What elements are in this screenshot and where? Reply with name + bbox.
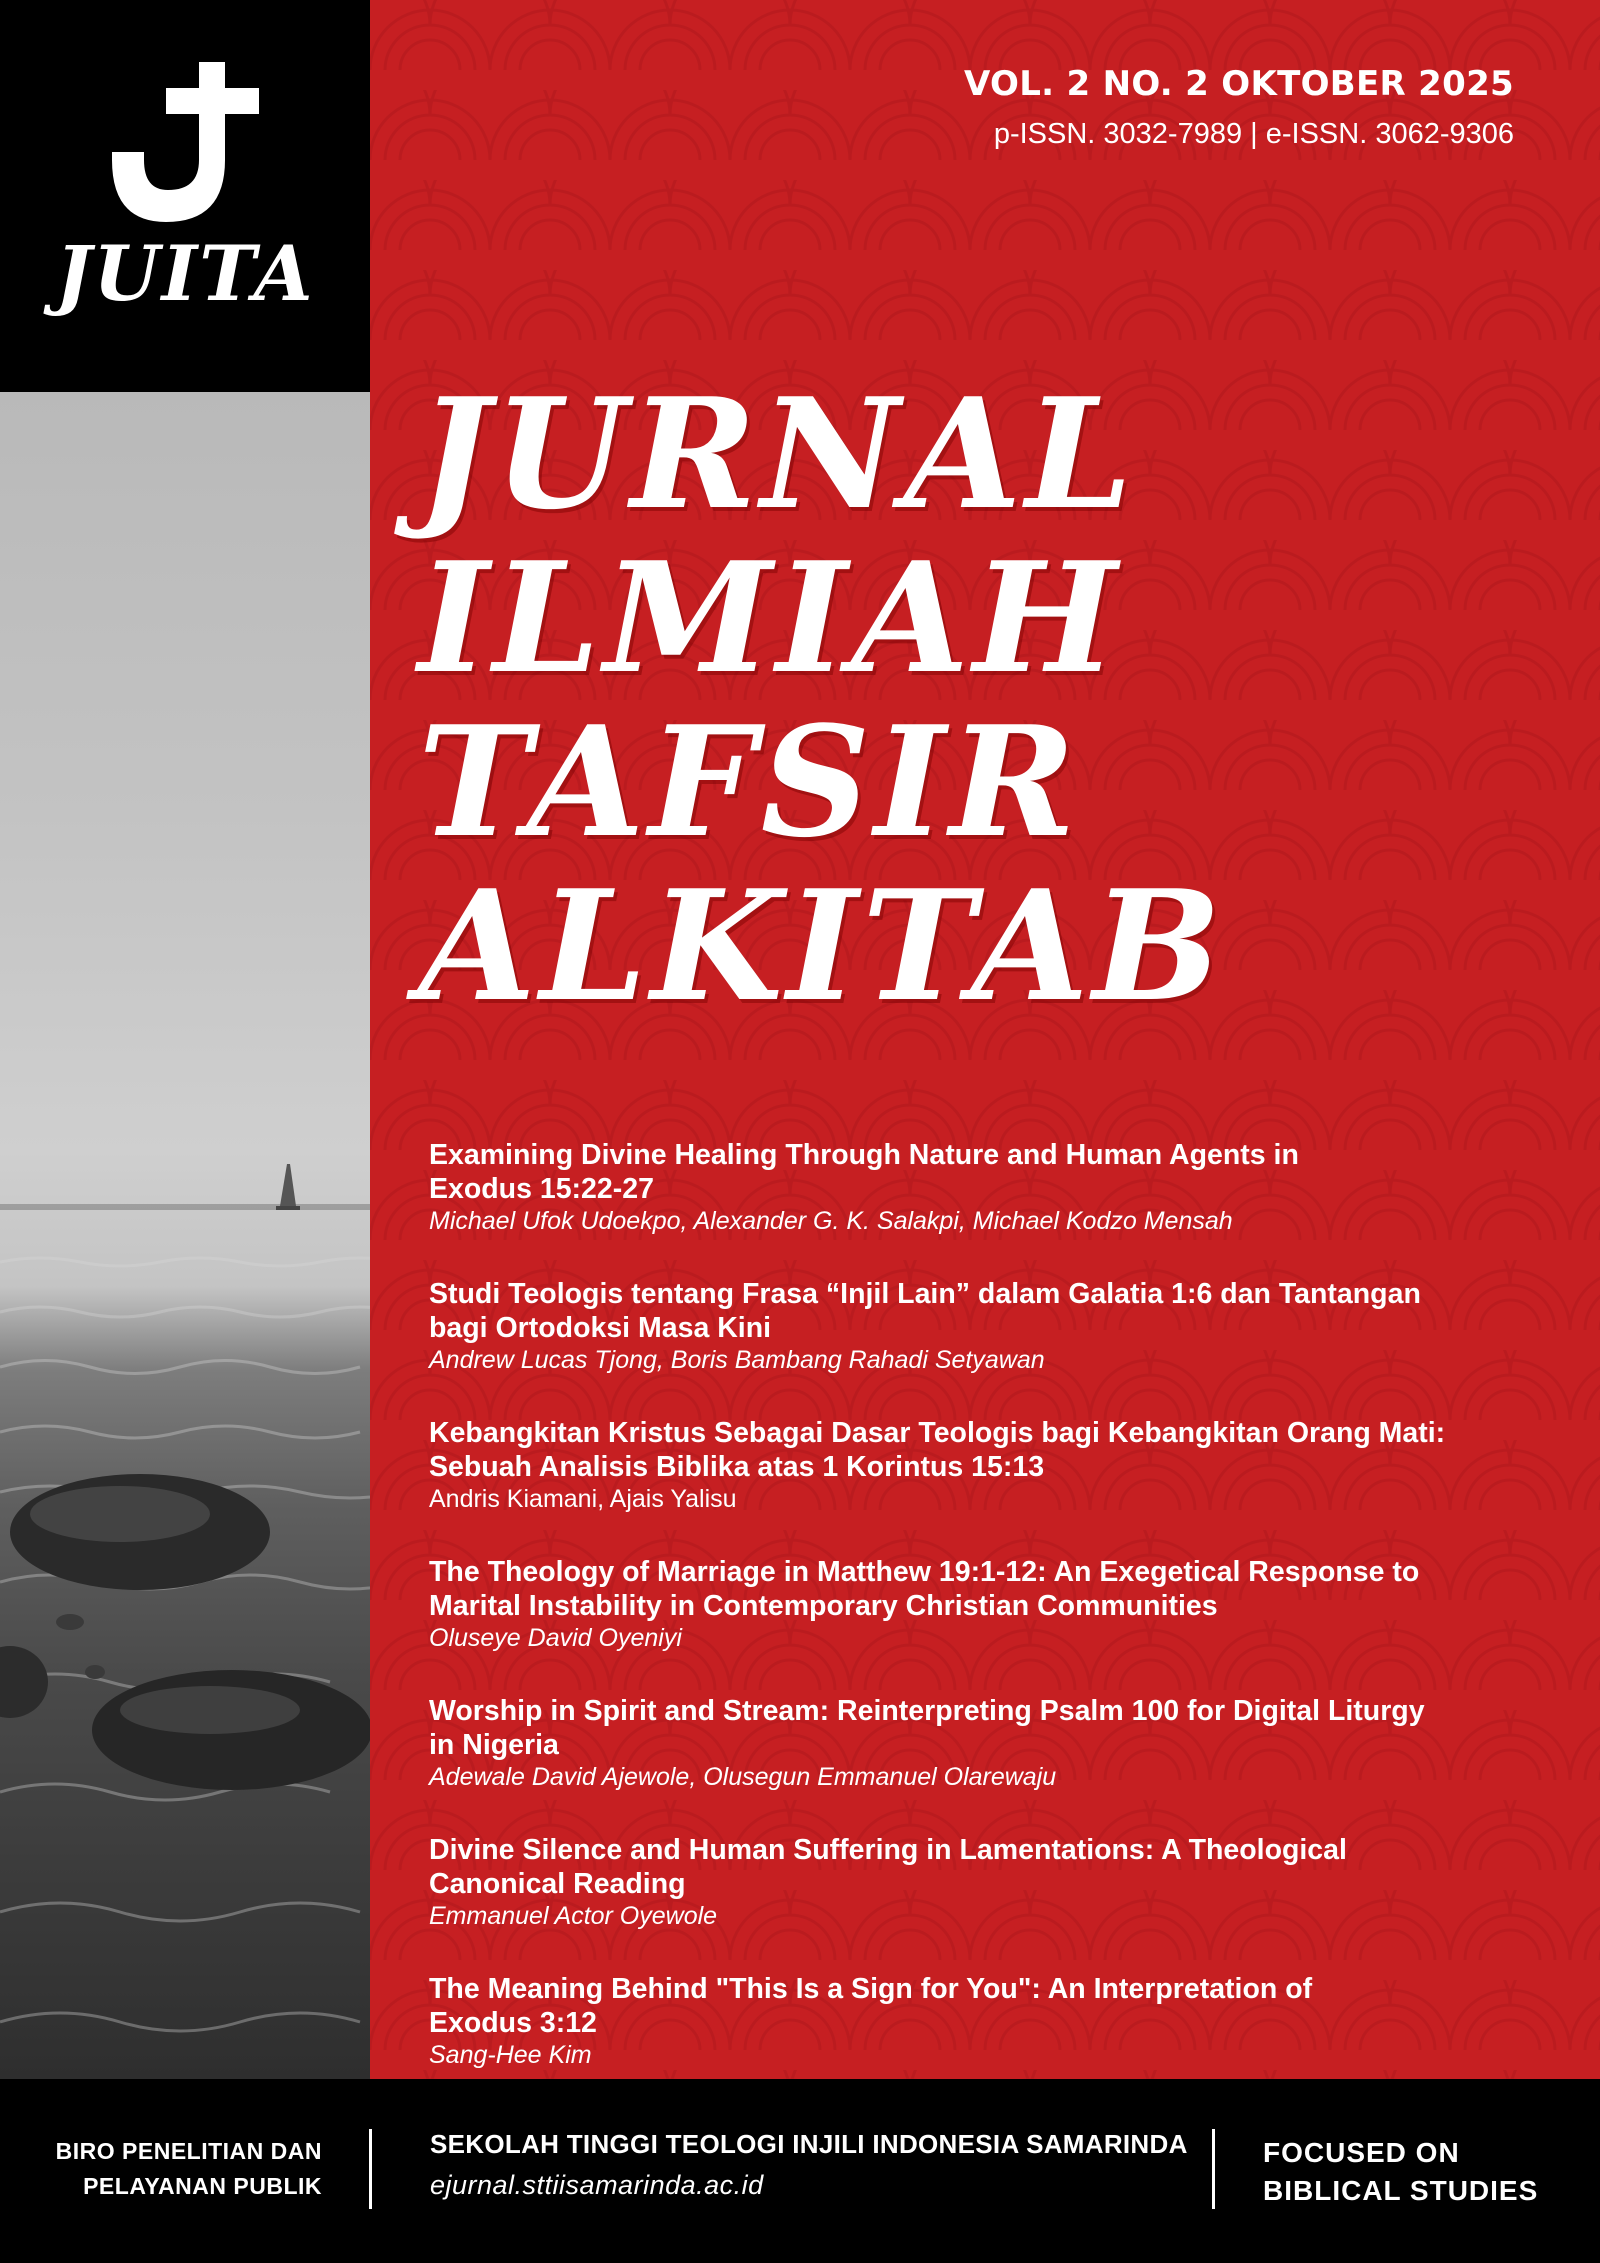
article-title-line: The Theology of Marriage in Matthew 19:1-12: An Exegetical Response to xyxy=(429,1556,1420,1588)
seascape-photo xyxy=(0,392,370,2079)
footer-focus-line: FOCUSED ON xyxy=(1263,2137,1460,2168)
sailboat-icon xyxy=(276,1164,300,1210)
article-title-line: in Nigeria xyxy=(429,1729,559,1761)
journal-title xyxy=(418,364,1226,1035)
article-authors: Sang-Hee Kim xyxy=(429,2041,592,2069)
article-authors: Adewale David Ajewole, Olusegun Emmanuel Olarewaju xyxy=(429,1763,1057,1791)
article-authors: Andrew Lucas Tjong, Boris Bambang Rahadi Setyawan xyxy=(429,1346,1045,1374)
article-title-line: Marital Instability in Contemporary Christian Communities xyxy=(429,1590,1218,1622)
footer-focus-line: BIBLICAL STUDIES xyxy=(1263,2175,1539,2206)
article-entry xyxy=(429,1694,1489,1792)
journal-logo xyxy=(0,0,370,392)
logo-text: JUITA xyxy=(55,229,315,318)
table-of-contents xyxy=(429,1138,1489,2079)
article-title-line: Worship in Spirit and Stream: Reinterpreting Psalm 100 for Digital Liturgy xyxy=(429,1695,1425,1727)
article-title xyxy=(429,1138,1489,1206)
article-entry xyxy=(429,1972,1489,2070)
article-authors: Andris Kiamani, Ajais Yalisu xyxy=(429,1485,737,1513)
article-title-line: Examining Divine Healing Through Nature and Human Agents in xyxy=(429,1139,1299,1171)
article-title xyxy=(429,1694,1489,1762)
article-title-line: Sebuah Analisis Biblika atas 1 Korintus 15:13 xyxy=(429,1451,1045,1483)
footer-divider xyxy=(1212,2129,1215,2209)
article-title-line: Canonical Reading xyxy=(429,1868,686,1900)
cover-footer xyxy=(0,2079,1600,2263)
footer-institution: SEKOLAH TINGGI TEOLOGI INJILI INDONESIA SAMARINDA xyxy=(430,2129,1188,2159)
article-title-line: bagi Ortodoksi Masa Kini xyxy=(429,1312,772,1344)
article-title-line: Kebangkitan Kristus Sebagai Dasar Teologis bagi Kebangkitan Orang Mati: xyxy=(429,1417,1446,1449)
article-entry xyxy=(429,1833,1489,1931)
footer-focus xyxy=(1263,2134,1538,2210)
footer-department xyxy=(56,2134,322,2204)
article-title xyxy=(429,1972,1489,2040)
article-title xyxy=(429,1833,1489,1901)
article-entry xyxy=(429,1555,1489,1653)
article-title xyxy=(429,1277,1489,1345)
footer-department-line: BIRO PENELITIAN DAN xyxy=(55,2138,322,2164)
article-title xyxy=(429,1555,1489,1623)
footer-department-line: PELAYANAN PUBLIK xyxy=(83,2173,322,2199)
footer-divider xyxy=(369,2129,372,2209)
footer-institution-block xyxy=(430,2129,1188,2201)
cover-panel xyxy=(370,0,1600,2079)
article-authors: Oluseye David Oyeniyi xyxy=(429,1624,682,1652)
journal-url-link[interactable]: ejurnal.sttiisamarinda.ac.id xyxy=(430,2170,764,2200)
title-line: ALKITAB xyxy=(418,856,1226,1035)
article-title-line: Divine Silence and Human Suffering in Lamentations: A Theological xyxy=(429,1834,1347,1866)
title-line: ILMIAH xyxy=(418,528,1121,707)
article-entry xyxy=(429,1138,1489,1236)
article-authors: Emmanuel Actor Oyewole xyxy=(429,1902,718,1930)
article-title xyxy=(429,1416,1489,1484)
title-line: JURNAL xyxy=(418,364,1137,543)
article-entry xyxy=(429,1277,1489,1375)
article-title-line: Exodus 3:12 xyxy=(429,2007,597,2039)
article-title-line: Studi Teologis tentang Frasa “Injil Lain” dalam Galatia 1:6 dan Tantangan xyxy=(429,1278,1421,1310)
article-entry xyxy=(429,1416,1489,1514)
issue-label: VOL. 2 NO. 2 OKTOBER 2025 xyxy=(963,64,1514,104)
article-title-line: Exodus 15:22-27 xyxy=(429,1173,654,1205)
j-cross-logo-icon xyxy=(104,62,264,227)
article-authors: Michael Ufok Udoekpo, Alexander G. K. Salakpi, Michael Kodzo Mensah xyxy=(429,1207,1233,1235)
title-line: TAFSIR xyxy=(418,692,1080,871)
issn-label: p-ISSN. 3032-7989 | e-ISSN. 3062-9306 xyxy=(993,118,1514,150)
article-title-line: The Meaning Behind "This Is a Sign for You": An Interpretation of xyxy=(429,1973,1313,2005)
